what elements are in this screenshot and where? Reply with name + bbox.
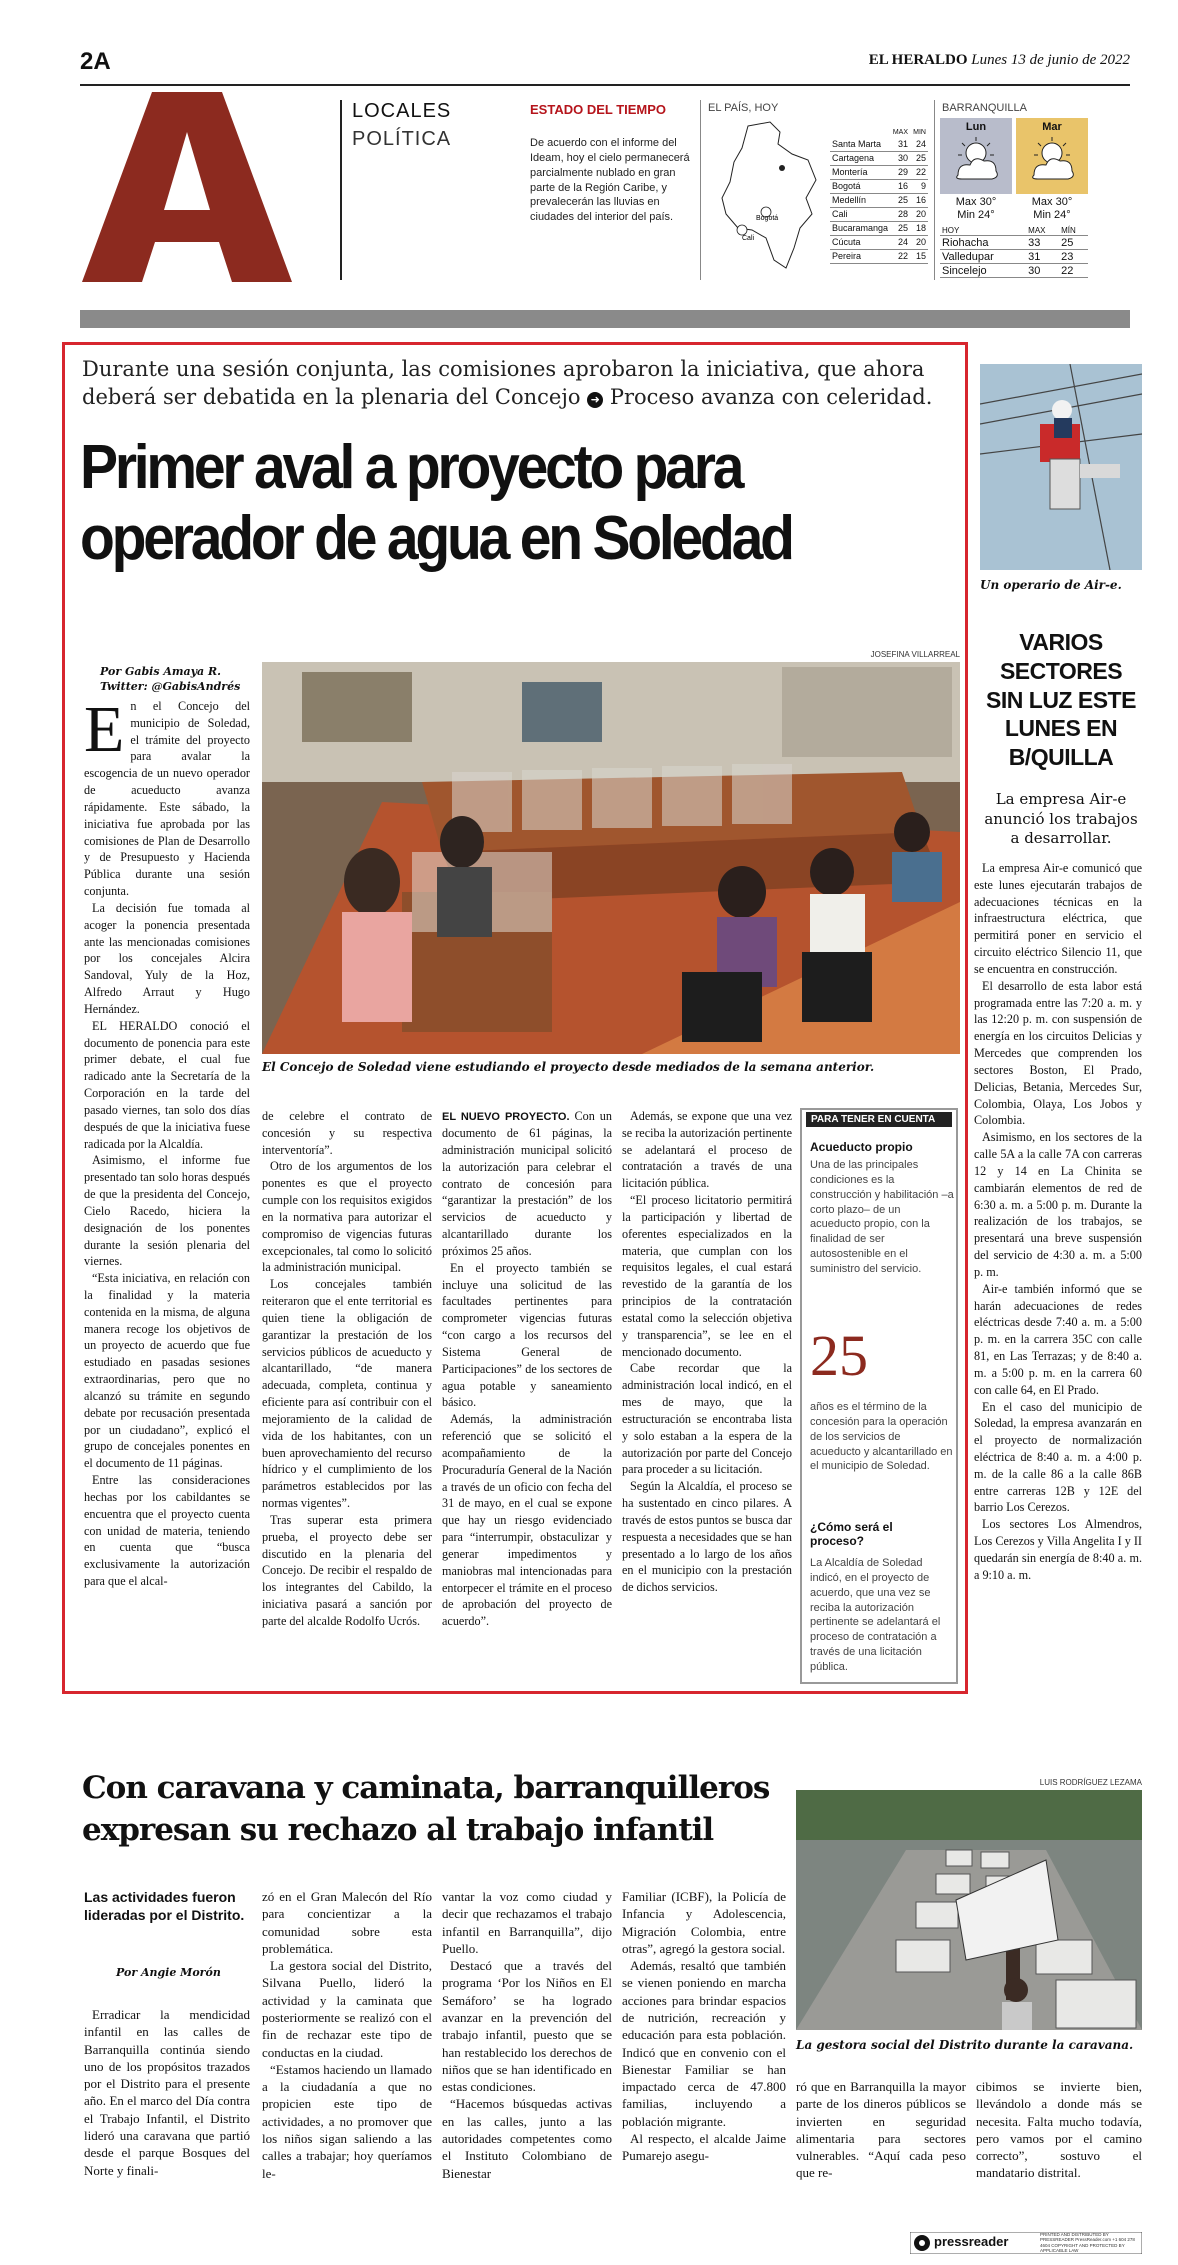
sidebar-box-text: La Alcaldía de Soledad indicó, en el proyecto de acuerdo, que una vez se reciba la autorización pertinente se adelantará el proceso de contratación a través de una licitación pública. bbox=[810, 1557, 941, 1673]
pressreader-notice: PRINTED AND DISTRIBUTED BY PRESSREADER PressReader.com +1 604 278 4604 COPYRIGHT AND PROTECTED BY APPLICABLE LAW bbox=[1040, 2232, 1135, 2254]
section-subtitle: POLÍTICA bbox=[352, 128, 452, 150]
table-row: Sincelejo 30 22 bbox=[940, 264, 1088, 278]
table-row: Cali 28 20 bbox=[832, 209, 926, 219]
map-city-bogota: Bogotá bbox=[756, 215, 779, 222]
side-body: La empresa Air-e comunicó que este lunes ejecutarán trabajos de adecuaciones técnicas en la infraestructura eléctrica, que permitirá poner en servicio el circuito eléctrico Silencio 11, que se encuentra en construcción. El desarrollo de esta labor está programada entre las 7:20 a. m. y las 12:20 p. m. con suspensión de energía en los circuitos Delicias y Mercedes que comprenden los sectores Boston, El Prado, Delicias, Betania, Mercedes Sur, Colombia, Olaya, Los Jobos y Colombia. Asimismo, en los sectores de la calle 5A a la calle 7A con carreras 12 y 14 en La Chinita se cambiarán elementos de red de 6:30 a. m. a 5:00 p. m. Durante la realización de los trabajos, se presentará una breve suspensión del servicio de 4:30 a. m. a 5:00 p. m. Air-e también informó que se harán adecuaciones de redes eléctricas desde 7:40 a. m. a 5:00 p. m. en la carrera 35C con calle 81, en Las Terrazas; y de 8:40 a. m. a 5:00 p. m. en la carrera 60 con calle 64, en El Prado. En el caso del municipio de Soledad, la empresa avanzarán en el proyecto de normalización eléctrica de 8:40 a. m. a 4:00 p. m. de la calle 86 a la calle 86B entre carreras 12B y 12E del barrio Los Cerezos. Los sectores Los Almendros, Los Cerezos y Villa Angelita I y II quedarán sin energía de 8:40 a. m. a 9:10 a. m. bbox=[974, 861, 1142, 1582]
masthead bbox=[869, 52, 1130, 69]
max-header: MAX bbox=[892, 129, 908, 136]
sidebar-box-heading: ¿Cómo será el proceso? bbox=[810, 1520, 893, 1548]
byline: Por Angie Morón bbox=[116, 1966, 221, 1979]
electrician-photo bbox=[980, 364, 1142, 570]
table-row: Pereira 22 15 bbox=[832, 251, 926, 261]
table-row: Cúcuta 24 20 bbox=[832, 237, 926, 247]
bottom-deck: Las actividades fueron lideradas por el Distrito. bbox=[84, 1889, 245, 1924]
section-letter bbox=[82, 92, 292, 282]
issue-date: Lunes 13 de junio de 2022 bbox=[971, 52, 1130, 68]
section-title: LOCALES bbox=[352, 100, 452, 122]
article-column-4: Además, se expone que una vez se reciba la autorización pertinente se adelantará el proceso de contratación a través de una licitación pública. “El proceso licitatorio permitirá la participación y libertad de oferentes especializados en la materia, que cumplan con los requisitos legales, el cual estará revestido de la garantía de los principios de la contratación estatal como la selección objetiva y transparencia”, se lee en el mencionado documento. Cabe recordar que la administración local indicó, en el mes de mayo, que la estructuración se encontraba lista y solo estaban a la espera de la autorización por parte del Concejo para proceder a su licitación. Según la Alcaldía, el proceso se ha sustentado en cinco pilares. A través de estos puntos se busca dar respuesta a necesidades que se han presentado a lo largo de los años en el municipio con la prestación de dichos servicios. bbox=[622, 1109, 792, 1595]
bottom-column-6: cibimos se invierte bien, llevándolo a donde más se necesita. Falta mucho todavía, pero vamos por el camino correcto”, sostuvo el mandatario distrital. bbox=[976, 2079, 1142, 2181]
table-row: Montería 29 22 bbox=[832, 167, 926, 177]
partly-cloudy-icon bbox=[946, 135, 1006, 185]
table-row: Cartagena 30 25 bbox=[832, 153, 926, 163]
bottom-headline: Con caravana y caminata, barranquilleros expresan su rechazo al trabajo infantil bbox=[82, 1770, 770, 1848]
arrow-right-icon: ➜ bbox=[587, 392, 603, 408]
forecast-day-label: Lun bbox=[965, 121, 987, 133]
section-letter-text: A bbox=[82, 92, 83, 93]
drop-cap: E bbox=[84, 693, 125, 766]
article-headline: Primer aval a proyecto para operador de agua en Soledad bbox=[80, 433, 792, 574]
forecast-temps-1: Max 30° Min 24° bbox=[955, 196, 997, 222]
side-headline: VARIOS SECTORES SIN LUZ ESTE LUNES EN B/QUILLA bbox=[986, 629, 1136, 770]
photo-credit: LUIS RODRÍGUEZ LEZAMA bbox=[1039, 1778, 1142, 1787]
city-temperature-table bbox=[830, 128, 928, 264]
section-divider-bar bbox=[80, 310, 1130, 328]
byline: Por Gabis Amaya R. bbox=[100, 665, 221, 678]
council-session-photo bbox=[262, 662, 960, 1054]
table-row: Bogotá 16 9 bbox=[832, 181, 926, 191]
table-row: Bucaramanga 25 18 bbox=[832, 223, 926, 233]
min-header: MIN bbox=[913, 129, 926, 136]
bottom-column-3: vantar la voz como ciudad y decir que rechazamos el trabajo infantil en Barranquilla”, dijo Puello. Destacó que a través del programa ‘Por los Niños en El Semáforo’ se ha logrado avanzar en la prevención del trabajo infantil, puesto que se han restablecido los derechos de niños que se han identificado en estas condiciones. “Hacemos búsquedas activas en las calles, junto a las autoridades competentes como el Instituto Colombiano de Bienestar bbox=[442, 1889, 612, 2181]
article-column-2: de celebre el contrato de concesión y su respectiva interventoría”. Otro de los argumentos de los ponentes es que el proyecto cumple con los requisitos exigidos en la normativa para autorizar el compromiso de vigencias futuras excepcionales, tal como lo solicitó la administración municipal. Los concejales también reiteraron que el ente territorial es quien tiene la obligación de garantizar la prestación de los servicios públicos de acueducto y alcantarillado, “de manera adecuada, completa, continua y eficiente para así contribuir con el mejoramiento de la calidad de vida de los habitantes, con un buen aprovechamiento del recurso hídrico y el cumplimiento de los parámetros establecidos por las normas vigentes”. Tras superar esta primera prueba, el proyecto debe ser discutido en la plenaria del Concejo. De recibir el respaldo de los integrantes del Cabildo, la iniciativa pasará a sanción por parte del alcalde Rodolfo Ucrós. bbox=[262, 1109, 432, 1628]
table-row: Santa Marta 31 24 bbox=[830, 137, 928, 151]
weather-divider bbox=[934, 100, 935, 280]
header-rule bbox=[80, 84, 1130, 86]
article-column-3: EL NUEVO PROYECTO. Con un documento de 61 páginas, la administración municipal solicitó la autorización para celebrar el contrato de concesión para “garantizar la prestación” de los servicios de acueducto y alcantarillado durante los próximos 25 años. En el proyecto también se incluye una solicitud de las facultades pertinentes para comprometer vigencias futuras “con cargo a los recursos del Sistema General de Participaciones” de los sectores de agua potable y saneamiento básico. Además, la administración referenció que se solicitó el acompañamiento de la Procuraduría General de la Nación a través de un oficio con fecha del 31 de mayo, en el cual se expone que hay un riesgo evidenciado para “interrumpir, obstaculizar y generar impedimentos y maniobras mal intencionadas para entorpecer el trámite en el proceso de aprobación del proyecto de acuerdo”. bbox=[442, 1109, 612, 1629]
bottom-column-5: ró que en Barranquilla la mayor parte de los dineros públicos se invierten en seguridad alimentaria para sectores vulnerables. “Aquí cada peso que re- bbox=[796, 2079, 966, 2181]
forecast-day-2 bbox=[1016, 118, 1088, 194]
weather-text: De acuerdo con el informe del Ideam, hoy el cielo permanecerá parcialmente nublado en gran parte de la Región Caribe, y prevalecerán las lluvias en ciudades del interior del país. bbox=[530, 137, 690, 224]
colombia-map bbox=[708, 118, 828, 278]
local-label: BARRANQUILLA bbox=[942, 102, 1027, 114]
article-deck: Durante una sesión conjunta, las comisiones aprobaron la iniciativa, que ahora deberá ser debatida en la plenaria del Concejo ➜ Proceso avanza con celeridad. bbox=[82, 357, 933, 410]
sidebar-box-text: años es el término de la concesión para la operación de los servicios de acueducto y alcantarillado en el municipio de Soledad. bbox=[810, 1401, 953, 1473]
bottom-column-4: Familiar (ICBF), la Policía de Infancia y Adolescencia, Migración Colombia, entre otras”, agregó la gestora social. Además, resaltó que también se vienen poniendo en marcha acciones para brindar espacios de nutrición, recreación y educación para esta población. Indicó que en convenio con el Bienestar Familiar se han impactado cerca de 47.800 familias, incluyendo a población migrante. Al respecto, el alcalde Jaime Pumarejo asegu- bbox=[622, 1889, 786, 2164]
country-label: EL PAÍS, HOY bbox=[708, 102, 779, 114]
section-rule bbox=[340, 100, 342, 280]
side-deck: La empresa Air-e anunció los trabajos a desarrollar. bbox=[984, 790, 1138, 847]
sidebar-box-heading: Acueducto propio bbox=[810, 1140, 913, 1154]
weather-title: ESTADO DEL TIEMPO bbox=[530, 102, 667, 117]
table-row: Riohacha 33 25 bbox=[940, 236, 1088, 250]
bottom-photo-caption: La gestora social del Distrito durante la caravana. bbox=[796, 2038, 1134, 2052]
article-column-1: En el Concejo del municipio de Soledad, el trámite del proyecto para avalar la escogencia de un nuevo operador de acueducto avanza rápidamente. Este sábado, la iniciativa fue aprobada por las comisiones de Plan de Desarrollo y de Presupuesto y Hacienda Pública durante una sesión conjunta. La decisión fue tomada al acoger la ponencia presentada ante las mencionadas comisiones por los concejales Alcira Sandoval, Yuly de la Hoz, Alfredo Arraut y Hugo Hernández. EL HERALDO conoció el documento de ponencia para este primer debate, el cual fue radicado ante la Secretaría de la Corporación en la tarde del pasado viernes, tan solo dos días después de que la iniciativa fuese radicada por la Alcaldía. Asimismo, el informe fue presentado tan solo horas después de que la presidenta del Concejo, Cielo Racedo, hiciera la designación de los ponentes durante la sesión plenaria del viernes. “Esta iniciativa, en relación con la finalidad y la materia contenida en la misma, de alguna manera recoge los objetivos de un proyecto de acuerdo que fue estudiado en pasadas sesiones extraordinarias, pero que no alcanzó su trámite en segundo debate por recusación presentada por un ciudadano”, explicó el grupo de concejales ponentes en el documento de 11 páginas. Entre las consideraciones hechas por los cabildantes se encuentra que el proyecto cuenta con unidad de materia, teniendo en cuenta que “busca exclusivamente la autorización para que el alcal- bbox=[84, 693, 250, 1589]
pressreader-brand: pressreader bbox=[934, 2234, 1009, 2249]
side-photo-caption: Un operario de Air-e. bbox=[980, 578, 1122, 592]
bottom-column-1: Erradicar la mendicidad infantil en las calles de Barranquilla continúa siendo uno de los propósitos trazados por el Distrito para el presente año. En el marco del Día contra el Trabajo Infantil, el Distrito lideró una caravana que partió desde el parque Bosques del Norte y finali- bbox=[84, 2007, 250, 2178]
photo-caption: El Concejo de Soledad viene estudiando el proyecto desde mediados de la semana anterior. bbox=[262, 1060, 875, 1074]
twitter-handle: Twitter: @GabisAndrés bbox=[100, 680, 241, 693]
photo-credit: JOSEFINA VILLARREAL bbox=[870, 650, 960, 659]
regional-temperature-table: HOY MAX MÍN Riohacha 33 25 Valledupar 31 23 Sincelejo 30 22 bbox=[940, 226, 1088, 278]
table-row: Medellín 25 16 bbox=[832, 195, 926, 205]
forecast-temps-2: Max 30° Min 24° bbox=[1031, 196, 1073, 222]
forecast-day-label: Mar bbox=[1042, 121, 1062, 133]
sidebar-box-tag: PARA TENER EN CUENTA bbox=[806, 1112, 952, 1127]
page-number: 2A bbox=[80, 48, 111, 75]
masthead-name: EL HERALDO bbox=[868, 52, 968, 68]
map-city-cali: Cali bbox=[742, 235, 755, 242]
weather-divider bbox=[700, 100, 701, 280]
table-row: Valledupar 31 23 bbox=[940, 250, 1088, 264]
sidebar-box-number: 25 bbox=[810, 1323, 868, 1388]
subhead-kicker: EL NUEVO PROYECTO. bbox=[442, 1111, 570, 1123]
caravan-photo bbox=[796, 1790, 1142, 2030]
sidebar-box-text: Una de las principales condiciones es la construcción y habilitación –a corto plazo– de un acueducto propio, con la finalidad de ser autosostenible en el suministro del servicio. bbox=[810, 1159, 954, 1275]
bottom-column-2: zó en el Gran Malecón del Río para concientizar a la comunidad sobre esta problemática. La gestora social del Distrito, Silvana Puello, lideró la actividad y la caminata que posteriormente se realizó con el fin de rechazar este tipo de conductas en la ciudad. “Estamos haciendo un llamado a la ciudadanía a que no propicien este tipo de actividades, a no promover que los niños sigan saliendo a las calles a trabajar; hoy queríamos le- bbox=[262, 1889, 432, 2181]
forecast-day-1 bbox=[940, 118, 1012, 194]
partly-cloudy-icon bbox=[1022, 135, 1082, 185]
